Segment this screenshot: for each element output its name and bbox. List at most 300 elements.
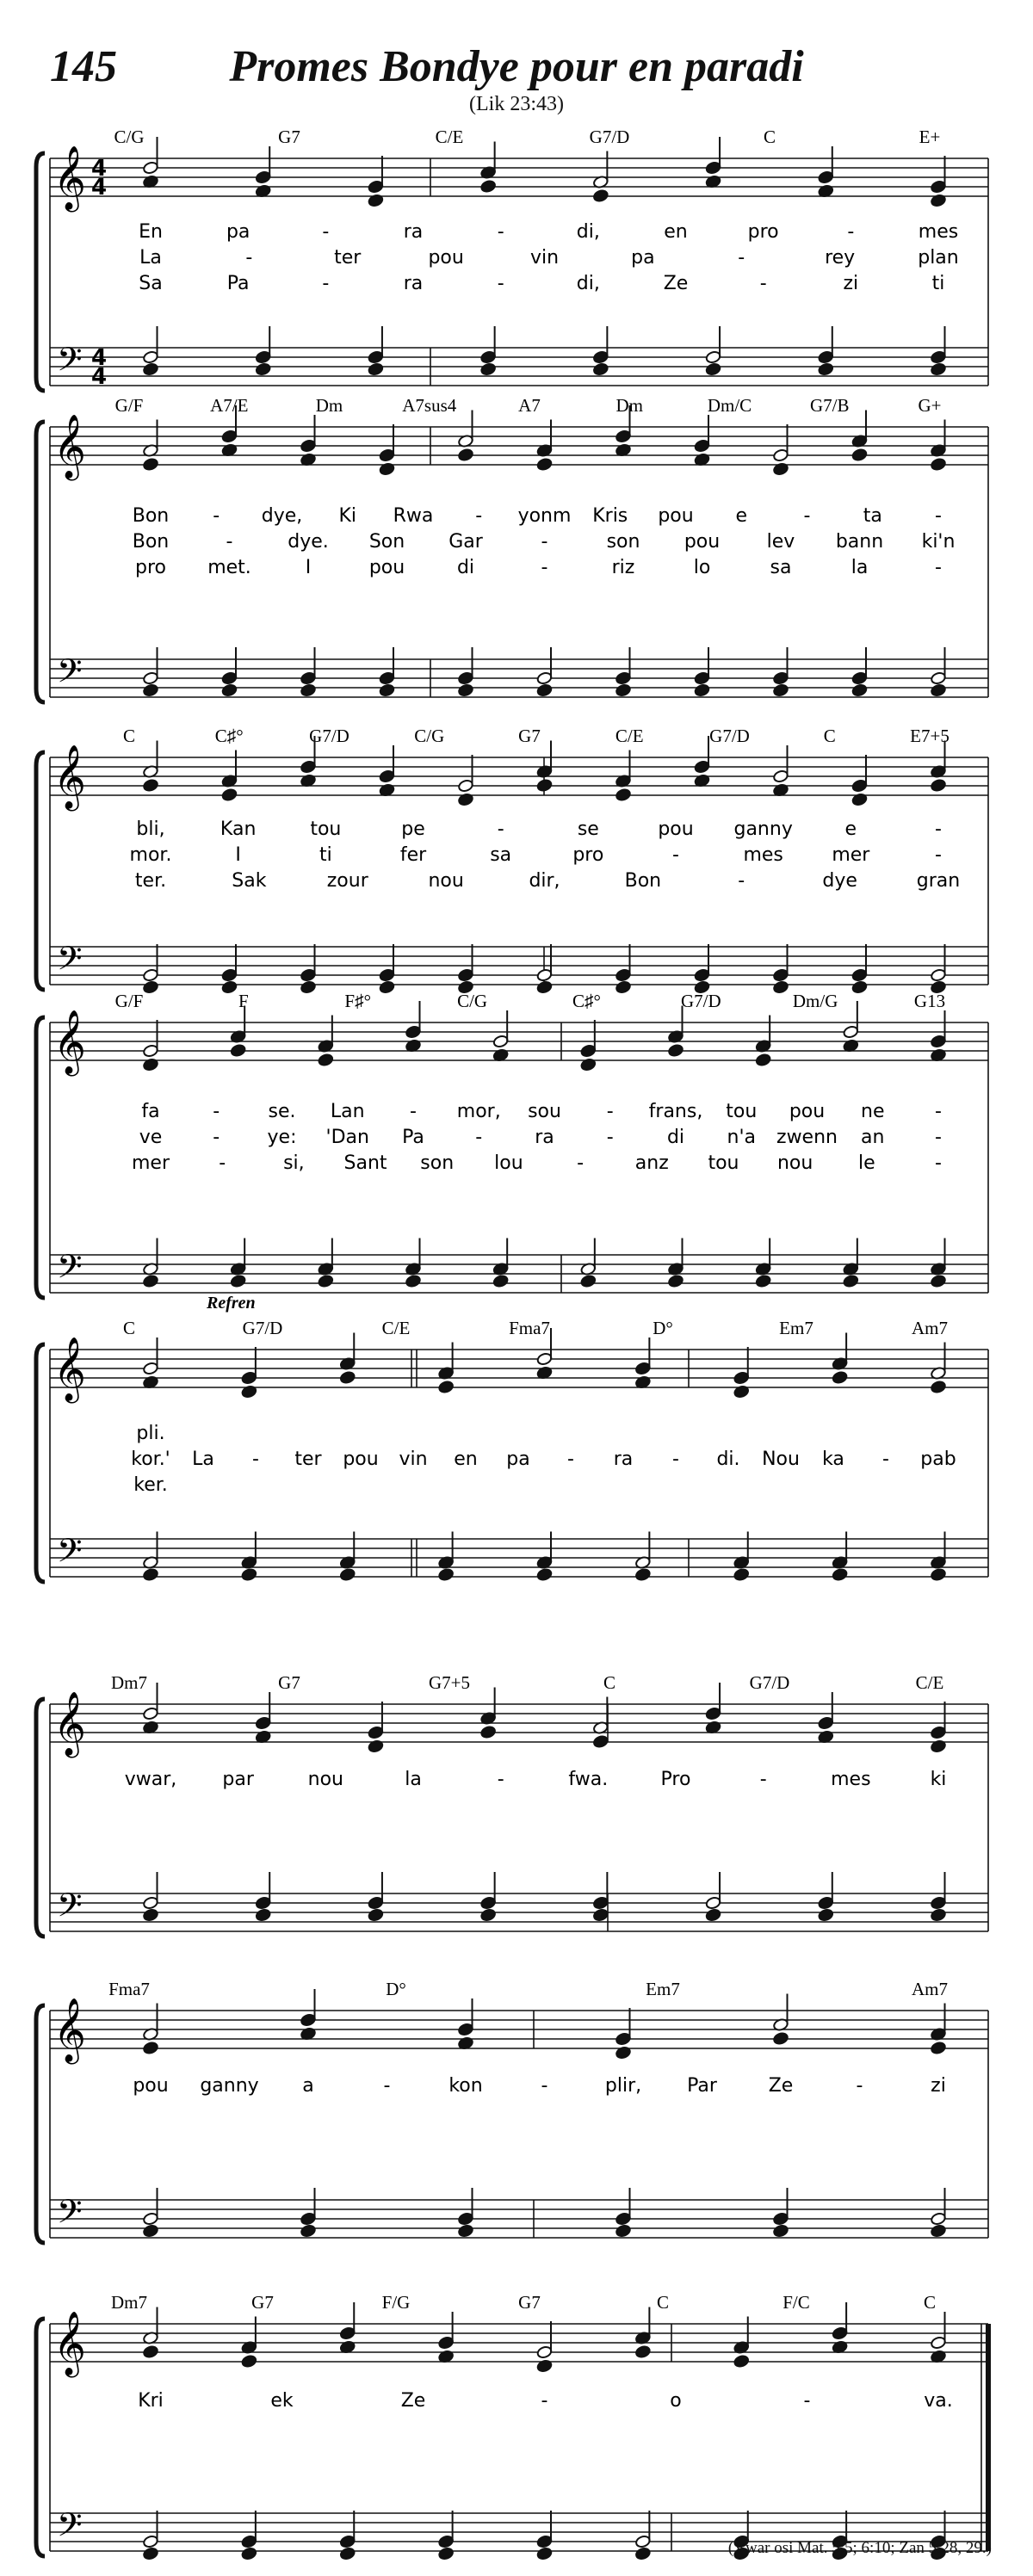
- system-8-bass-lower-note: [634, 2547, 651, 2561]
- system-3-chord-symbol: C♯°: [214, 726, 244, 746]
- system-3-chord-symbol: G7/D: [709, 726, 750, 746]
- system-4-chord-symbol: F♯°: [344, 991, 372, 1011]
- system-5-bass-lower-note: [339, 1568, 356, 1582]
- system-2-chord-symbol: A7/E: [210, 395, 249, 416]
- system-1-lyric-syllable: pro: [747, 221, 779, 243]
- system-1-lyric-syllable: -: [738, 247, 745, 269]
- system-2-lyric-syllable: bann: [835, 531, 884, 553]
- system-2-lyric-syllable: yonm: [517, 505, 572, 527]
- system-3-alto-note: [615, 788, 632, 802]
- system-2-lyric-syllable: I: [305, 557, 312, 578]
- system-8-lyric-syllable: o: [670, 2390, 682, 2412]
- system-4-bass-lower-note: [843, 1275, 859, 1288]
- system-5-lyric-syllable: -: [882, 1449, 889, 1470]
- system-4-alto-note: [668, 1044, 684, 1058]
- system-2-lyric-syllable: sa: [770, 557, 792, 578]
- system-6-chord-symbol: Dm7: [111, 1672, 147, 1693]
- system-2-lyric-syllable: -: [541, 557, 548, 578]
- system-8-lyric-syllable: Kri: [138, 2390, 164, 2412]
- system-1-lyric-syllable: ti: [931, 273, 945, 294]
- system-1-lyric-syllable: mes: [918, 221, 959, 243]
- system-2-lyric-syllable: pou: [658, 505, 694, 527]
- system-3-lyric-syllable: I: [235, 844, 241, 866]
- system-7-alto-note: [773, 2032, 789, 2046]
- system-6-lyric-syllable: ki: [930, 1769, 947, 1790]
- system-2-lyric-syllable: di: [456, 557, 475, 578]
- system-2-bass-lower-note: [300, 683, 317, 697]
- system-2-bass-lower-note: [694, 683, 710, 697]
- system-7-bass-clef: 𝄢: [57, 2192, 83, 2239]
- system-7-bass-lower-note: [458, 2224, 474, 2238]
- system-3-lyric-syllable: zour: [326, 870, 368, 892]
- system-7-lyric-syllable: -: [383, 2075, 391, 2097]
- system-8-bass-clef: 𝄢: [57, 2505, 83, 2552]
- time-signature-top: 4: [91, 345, 108, 371]
- system-2-chord-symbol: G7/B: [809, 395, 850, 416]
- system-3-lyric-syllable: sa: [490, 844, 512, 866]
- system-6-bass-clef: 𝄢: [57, 1886, 83, 1932]
- system-4-bass-lower-note: [668, 1275, 684, 1288]
- system-2-lyric-syllable: ki'n: [921, 531, 956, 553]
- system-7-bass-lower-note: [931, 2224, 947, 2238]
- system-4-bass-clef: 𝄢: [57, 1247, 83, 1294]
- system-2-lyric-syllable: lo: [693, 557, 711, 578]
- system-1-bracket: [36, 153, 45, 391]
- system-1-treble-clef: 𝄞: [53, 146, 86, 210]
- system-3-lyric-syllable: mes: [743, 844, 783, 866]
- time-signature-bottom: 4: [91, 364, 108, 390]
- system-1-lyric-syllable: Ze: [663, 273, 689, 294]
- system-6-lyric-syllable: par: [222, 1769, 254, 1790]
- system-2-alto-note: [536, 458, 553, 472]
- system-5-lyric-syllable: Nou: [762, 1449, 800, 1470]
- system-5-lyric-syllable: pa: [506, 1449, 530, 1470]
- system-1-chord-symbol: G7: [278, 127, 300, 147]
- system-8-chord-symbol: F/C: [782, 2292, 810, 2313]
- system-5-bass-lower-note: [733, 1568, 750, 1582]
- system-1-lyric-syllable: di,: [576, 273, 600, 294]
- system-7-lyric-syllable: kon: [448, 2075, 483, 2097]
- system-1-lyric-syllable: pa: [631, 247, 655, 269]
- system-5-bass-clef: 𝄢: [57, 1531, 83, 1578]
- system-1-lyric-syllable: La: [139, 247, 162, 269]
- system-7-bass-lower-note: [143, 2224, 159, 2238]
- system-1-chord-symbol: C/E: [435, 127, 464, 147]
- system-3-chord-symbol: G7/D: [309, 726, 349, 746]
- system-6-chord-symbol: G7+5: [428, 1672, 471, 1693]
- system-4-lyric-syllable: tou: [726, 1101, 758, 1122]
- system-8-chord-symbol: G7: [518, 2292, 541, 2313]
- system-7-chord-symbol: Em7: [646, 1979, 680, 1999]
- system-6-bass-lower-note: [931, 1908, 947, 1922]
- system-2-lyric-syllable: dye,: [261, 505, 303, 527]
- system-2-lyric-syllable: Ki: [338, 505, 357, 527]
- system-4-lyric-syllable: n'a: [727, 1127, 756, 1148]
- system-4-chord-symbol: C♯°: [572, 991, 601, 1011]
- system-2-chord-symbol: A7sus4: [402, 395, 457, 416]
- system-5-bass-lower-note: [931, 1568, 947, 1582]
- system-5-lyric-syllable: ra: [613, 1449, 634, 1470]
- system-5-chord-symbol: Em7: [779, 1318, 813, 1338]
- system-1-lyric-syllable: pa: [226, 221, 251, 243]
- system-7-lyric-syllable: ganny: [200, 2075, 259, 2097]
- system-5-lyric-syllable: -: [672, 1449, 679, 1470]
- system-1-alto-note: [592, 189, 609, 203]
- system-5-chord-symbol: Am7: [912, 1318, 948, 1338]
- system-8-chord-symbol: F/G: [381, 2292, 411, 2313]
- system-1-chord-symbol: C/G: [114, 127, 145, 147]
- system-8-treble-clef: 𝄞: [53, 2312, 86, 2375]
- hymn-number: 145: [50, 42, 117, 91]
- system-5-lyric-syllable: pab: [920, 1449, 956, 1470]
- system-4-bass-lower-note: [143, 1275, 159, 1288]
- system-6-bracket: [36, 1699, 45, 1937]
- system-7-bass-lower-note: [300, 2224, 317, 2238]
- system-1-bass-lower-note: [818, 362, 834, 376]
- system-3-lyric-syllable: ganny: [733, 819, 793, 840]
- system-2-treble-clef: 𝄞: [53, 415, 86, 479]
- system-1-lyric-syllable: Pa: [226, 273, 250, 294]
- system-5-chord-symbol: C/E: [381, 1318, 411, 1338]
- system-8-bracket: [36, 2319, 45, 2556]
- system-4-chord-symbol: G13: [913, 991, 946, 1011]
- time-signature-bottom: 4: [91, 175, 108, 201]
- system-6-alto-note: [592, 1735, 609, 1749]
- system-5-chord-symbol: G7/D: [242, 1318, 283, 1338]
- system-2-bass-lower-note: [931, 683, 947, 697]
- system-5-lyric-syllable: -: [567, 1449, 574, 1470]
- system-4-bass-lower-note: [230, 1275, 246, 1288]
- system-6-alto-note: [480, 1726, 497, 1739]
- system-6-lyric-syllable: -: [497, 1769, 504, 1790]
- system-4-chord-symbol: G7/D: [680, 991, 721, 1011]
- system-2-lyric-syllable: riz: [611, 557, 635, 578]
- hymn-reference: (Lik 23:43): [469, 93, 564, 115]
- system-4-lyric-syllable: ye:: [267, 1127, 297, 1148]
- system-1-lyric-syllable: di,: [576, 221, 600, 243]
- system-8-chord-symbol: G7: [251, 2292, 274, 2313]
- system-4-chord-symbol: F: [238, 991, 249, 1011]
- system-2-lyric-syllable: e: [735, 505, 748, 527]
- system-5-lyric-syllable: -: [252, 1449, 259, 1470]
- system-4-lyric-syllable: se.: [268, 1101, 296, 1122]
- system-4-lyric-syllable: anz: [634, 1152, 669, 1174]
- system-4-lyric-syllable: sou: [528, 1101, 561, 1122]
- system-4-lyric-syllable: mer: [131, 1152, 170, 1174]
- system-1-lyric-syllable: -: [497, 221, 504, 243]
- system-5-bass-lower-note: [634, 1568, 651, 1582]
- system-7-treble-clef: 𝄞: [53, 1998, 86, 2062]
- system-2-lyric-syllable: Bon: [132, 505, 170, 527]
- system-6-treble-clef: 𝄞: [53, 1692, 86, 1756]
- system-2-chord-symbol: G+: [918, 395, 942, 416]
- system-4-alto-note: [755, 1053, 771, 1067]
- system-1-lyric-syllable: -: [322, 273, 330, 294]
- system-5-lyric-syllable: vin: [399, 1449, 428, 1470]
- system-8-alto-note: [241, 2355, 257, 2369]
- system-4-lyric-syllable: -: [475, 1127, 483, 1148]
- system-4-chord-symbol: C/G: [457, 991, 488, 1011]
- system-2-bracket: [36, 422, 45, 702]
- system-2-bass-lower-note: [851, 683, 868, 697]
- system-8-alto-note: [634, 2345, 651, 2359]
- system-3-chord-symbol: C: [122, 726, 136, 746]
- system-4-lyric-syllable: ne: [861, 1101, 885, 1122]
- system-3-chord-symbol: G7: [518, 726, 541, 746]
- system-2-lyric-syllable: -: [541, 531, 548, 553]
- system-2-chord-symbol: Dm/C: [707, 395, 752, 416]
- system-7-chord-symbol: Am7: [912, 1979, 948, 1999]
- system-3-lyric-syllable: e: [844, 819, 857, 840]
- system-4-lyric-syllable: son: [420, 1152, 455, 1174]
- system-1-bass-lower-note: [705, 362, 721, 376]
- system-4-lyric-syllable: -: [935, 1127, 942, 1148]
- system-2-bass-lower-note: [615, 683, 632, 697]
- system-1-lyric-syllable: -: [245, 247, 253, 269]
- system-7-chord-symbol: D°: [386, 1979, 406, 1999]
- system-2-lyric-syllable: pou: [684, 531, 721, 553]
- system-4-lyric-syllable: ra: [535, 1127, 554, 1148]
- system-5-lyric-syllable: ter: [294, 1449, 322, 1470]
- system-7-lyric-syllable: Ze: [768, 2075, 794, 2097]
- system-6-lyric-syllable: fwa.: [568, 1769, 609, 1790]
- system-2-lyric-syllable: -: [803, 505, 811, 527]
- system-4-lyric-syllable: tou: [708, 1152, 739, 1174]
- system-4-lyric-syllable: -: [213, 1101, 220, 1122]
- system-8-chord-symbol: C: [923, 2292, 937, 2313]
- system-2-chord-symbol: Dm: [615, 395, 643, 416]
- system-1-lyric-syllable: zi: [843, 273, 859, 294]
- system-8-lyric-syllable: ek: [270, 2390, 294, 2412]
- system-4-bass-lower-note: [405, 1275, 422, 1288]
- system-8-chord-symbol: Dm7: [111, 2292, 147, 2313]
- system-2-chord-symbol: Dm: [315, 395, 343, 416]
- system-5-alto-note: [438, 1381, 455, 1394]
- system-7-bracket: [36, 2005, 45, 2243]
- system-4-lyric-syllable: le: [857, 1152, 875, 1174]
- system-5-chord-symbol: D°: [653, 1318, 673, 1338]
- system-2-lyric-syllable: Rwa: [393, 505, 434, 527]
- system-4-lyric-syllable: zwenn: [776, 1127, 838, 1148]
- system-5-lyric-syllable: kor.': [131, 1449, 170, 1470]
- system-7-chord-symbol: Fma7: [108, 1979, 150, 1999]
- system-3-lyric-syllable: nou: [428, 870, 464, 892]
- system-2-bass-lower-note: [221, 683, 238, 697]
- system-6-lyric-syllable: -: [759, 1769, 767, 1790]
- system-6-lyric-syllable: mes: [831, 1769, 871, 1790]
- system-8-alto-note: [733, 2355, 750, 2369]
- system-2-lyric-syllable: Kris: [592, 505, 628, 527]
- system-4-lyric-syllable: -: [577, 1152, 585, 1174]
- system-3-lyric-syllable: gran: [916, 870, 961, 892]
- system-3-bracket: [36, 752, 45, 990]
- system-3-lyric-syllable: dir,: [529, 870, 560, 892]
- system-1-lyric-syllable: Sa: [139, 273, 163, 294]
- system-1-alto-note: [480, 180, 497, 194]
- system-2-lyric-syllable: -: [213, 505, 220, 527]
- system-4-lyric-syllable: 'Dan: [325, 1127, 369, 1148]
- system-5-chord-symbol: C: [122, 1318, 136, 1338]
- system-8-bass-lower-note: [438, 2547, 455, 2561]
- system-3-bass-lower-note: [536, 980, 553, 994]
- system-1-bass-lower-note: [368, 362, 384, 376]
- system-6-chord-symbol: C/E: [915, 1672, 944, 1693]
- system-7-bass-lower-note: [773, 2224, 789, 2238]
- system-1-lyric-syllable: -: [759, 273, 767, 294]
- system-5-lyric-syllable: di.: [716, 1449, 740, 1470]
- system-4-lyric-syllable: Pa: [402, 1127, 424, 1148]
- system-2-lyric-syllable: lev: [766, 531, 795, 553]
- system-6-chord-symbol: C: [603, 1672, 616, 1693]
- system-4-lyric-syllable: di: [666, 1127, 685, 1148]
- system-8-alto-note: [143, 2345, 159, 2359]
- system-4-lyric-syllable: lou: [494, 1152, 523, 1174]
- system-4-treble-clef: 𝄞: [53, 1010, 86, 1074]
- system-6-bass-lower-note: [368, 1908, 384, 1922]
- system-5-lyric-syllable: en: [454, 1449, 478, 1470]
- system-1-lyric-syllable: -: [497, 273, 504, 294]
- system-2-bass-lower-note: [379, 683, 395, 697]
- system-6-bass-lower-note: [592, 1908, 609, 1922]
- system-4-lyric-syllable: Sant: [343, 1152, 387, 1174]
- system-8-bass-lower-note: [536, 2547, 553, 2561]
- system-3-lyric-syllable: Kan: [220, 819, 257, 840]
- system-1-lyric-syllable: plan: [918, 247, 959, 269]
- system-2-lyric-syllable: -: [475, 505, 483, 527]
- scripture-reference: (Vwar osi Mat. 5:5; 6:10; Zan 5:28, 29.): [727, 2539, 992, 2557]
- system-5-bass-lower-note: [536, 1568, 553, 1582]
- system-3-lyric-syllable: -: [738, 870, 745, 892]
- system-3-alto-note: [536, 779, 553, 793]
- system-2-chord-symbol: G/F: [114, 395, 144, 416]
- system-6-chord-symbol: G7/D: [749, 1672, 790, 1693]
- system-4-lyric-syllable: -: [410, 1101, 417, 1122]
- system-1-bass-lower-note: [931, 362, 947, 376]
- system-6-lyric-syllable: vwar,: [124, 1769, 177, 1790]
- system-1-bass-lower-note: [255, 362, 271, 376]
- system-1-lyric-syllable: ter: [334, 247, 362, 269]
- system-4-lyric-syllable: -: [935, 1101, 942, 1122]
- system-8-lyric-syllable: -: [541, 2390, 548, 2412]
- system-3-lyric-syllable: Bon: [624, 870, 662, 892]
- system-3-alto-note: [143, 779, 159, 793]
- system-2-lyric-syllable: -: [226, 531, 233, 553]
- system-1-bass-lower-note: [480, 362, 497, 376]
- system-2-lyric-syllable: -: [935, 505, 942, 527]
- system-3-bass-lower-note: [143, 980, 159, 994]
- system-4-lyric-syllable: mor,: [456, 1101, 501, 1122]
- system-4-bass-lower-note: [931, 1275, 947, 1288]
- time-signature-top: 4: [91, 156, 108, 182]
- system-2-lyric-syllable: pou: [368, 557, 405, 578]
- system-7-lyric-syllable: pou: [133, 2075, 169, 2097]
- system-2-lyric-syllable: son: [606, 531, 640, 553]
- system-4-lyric-syllable: -: [606, 1101, 614, 1122]
- system-4-lyric-syllable: fa: [141, 1101, 160, 1122]
- system-5-lyric-syllable: La: [192, 1449, 214, 1470]
- system-3-lyric-syllable: tou: [310, 819, 342, 840]
- system-1-lyric-syllable: En: [139, 221, 163, 243]
- system-1-lyric-syllable: vin: [529, 247, 560, 269]
- system-5-treble-clef: 𝄞: [53, 1337, 86, 1401]
- system-6-bass-lower-note: [705, 1908, 721, 1922]
- system-3-lyric-syllable: pro: [572, 844, 604, 866]
- system-1-lyric-syllable: rey: [825, 247, 856, 269]
- system-2-bass-lower-note: [458, 683, 474, 697]
- system-1-lyric-syllable: pou: [428, 247, 464, 269]
- system-6-bass-lower-note: [480, 1908, 497, 1922]
- system-2-lyric-syllable: Son: [368, 531, 405, 553]
- system-5-bass-lower-note: [832, 1568, 848, 1582]
- system-3-lyric-syllable: ter.: [134, 870, 167, 892]
- system-1-chord-symbol: E+: [919, 127, 941, 147]
- system-3-lyric-syllable: se: [577, 819, 599, 840]
- system-8-bass-lower-note: [339, 2547, 356, 2561]
- system-2-alto-note: [851, 448, 868, 462]
- system-3-lyric-syllable: bli,: [136, 819, 165, 840]
- system-3-alto-note: [221, 788, 238, 802]
- system-3-bass-lower-note: [851, 980, 868, 994]
- system-4-bass-lower-note: [318, 1275, 334, 1288]
- system-4-alto-note: [318, 1053, 334, 1067]
- system-2-lyric-syllable: dye.: [288, 531, 329, 553]
- system-3-lyric-syllable: fer: [399, 844, 427, 866]
- system-1-bass-lower-note: [143, 362, 159, 376]
- system-3-lyric-syllable: dye: [822, 870, 857, 892]
- system-3-chord-symbol: C/G: [414, 726, 445, 746]
- system-2-lyric-syllable: met.: [207, 557, 251, 578]
- system-4-lyric-syllable: pou: [789, 1101, 826, 1122]
- system-4-chord-symbol: Dm/G: [792, 991, 838, 1011]
- system-1-lyric-syllable: ra: [403, 221, 424, 243]
- system-4-chord-symbol: G/F: [114, 991, 144, 1011]
- system-7-lyric-syllable: a: [302, 2075, 314, 2097]
- system-3-bass-lower-note: [221, 980, 238, 994]
- system-7-alto-note: [143, 2042, 159, 2055]
- system-8-lyric-syllable: va.: [924, 2390, 953, 2412]
- system-1-chord-symbol: G7/D: [589, 127, 630, 147]
- system-8-bass-lower-note: [143, 2547, 159, 2561]
- system-3-bass-lower-note: [615, 980, 632, 994]
- system-3-chord-symbol: E7+5: [910, 726, 949, 746]
- system-8-lyric-syllable: Ze: [400, 2390, 426, 2412]
- system-2-lyric-syllable: ta: [863, 505, 882, 527]
- refrain-label: Refren: [207, 1294, 256, 1313]
- system-5-bass-lower-note: [241, 1568, 257, 1582]
- system-3-lyric-syllable: ti: [319, 844, 332, 866]
- system-5-alto-note: [832, 1371, 848, 1385]
- system-2-alto-note: [458, 448, 474, 462]
- system-3-chord-symbol: C: [823, 726, 836, 746]
- system-4-lyric-syllable: ve: [139, 1127, 163, 1148]
- system-3-bass-lower-note: [773, 980, 789, 994]
- system-6-bass-lower-note: [255, 1908, 271, 1922]
- system-6-bass-lower-note: [143, 1908, 159, 1922]
- system-5-bass-lower-note: [143, 1568, 159, 1582]
- system-4-bracket: [36, 1017, 45, 1298]
- system-5-lyric-syllable: ker.: [133, 1474, 168, 1496]
- system-6-lyric-syllable: Pro: [660, 1769, 691, 1790]
- system-8-lyric-syllable: -: [803, 2390, 811, 2412]
- system-2-lyric-syllable: la: [851, 557, 869, 578]
- system-2-bass-clef: 𝄢: [57, 652, 83, 698]
- system-8-chord-symbol: C: [656, 2292, 670, 2313]
- system-3-alto-note: [931, 779, 947, 793]
- system-5-lyric-syllable: ka: [822, 1449, 844, 1470]
- system-6-lyric-syllable: nou: [307, 1769, 344, 1790]
- system-3-lyric-syllable: pou: [658, 819, 694, 840]
- system-4-lyric-syllable: Lan: [330, 1101, 365, 1122]
